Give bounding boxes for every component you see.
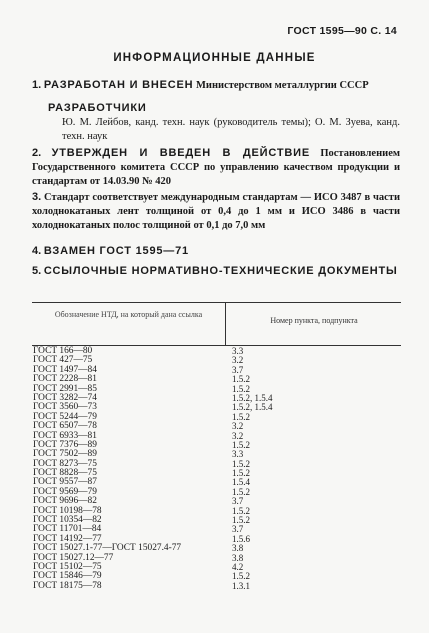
document-cell: ГОСТ 10198—78 <box>33 505 102 516</box>
item-1-text: Министерством металлургии СССР <box>196 80 369 91</box>
clause-cell: 3.8 <box>232 552 244 563</box>
document-cell: ГОСТ 7502—89 <box>33 449 97 460</box>
clause-cell: 1.5.2 <box>232 571 250 582</box>
document-cell: ГОСТ 15027.1-77—ГОСТ 15027.4-77 <box>33 543 182 554</box>
page-header: ГОСТ 1595—90 С. 14 <box>287 25 397 37</box>
item-1-number: 1. <box>32 79 42 91</box>
section-title: ИНФОРМАЦИОННЫЕ ДАННЫЕ <box>113 52 316 64</box>
clause-cell: 3.8 <box>232 543 244 554</box>
document-cell: ГОСТ 8273—75 <box>33 458 97 469</box>
document-cell: ГОСТ 6933—81 <box>33 430 97 441</box>
document-cell: ГОСТ 166—80 <box>33 346 93 356</box>
item-2 <box>32 146 400 189</box>
clause-cell: 1.5.2 <box>232 458 250 469</box>
clause-cell: 3.2 <box>232 430 244 441</box>
item-3-number: 3. <box>32 191 42 203</box>
clause-cell: 1.3.1 <box>232 580 250 591</box>
clause-cell: 1.5.6 <box>232 533 250 544</box>
clause-cell: 1.5.2 <box>232 383 250 394</box>
clause-cell: 3.2 <box>232 421 244 432</box>
authors-text: Ю. М. Лейбов, канд. техн. наук (руководитель темы); О. М. Зуева, канд. техн. наук <box>62 117 400 142</box>
clause-cell: 1.5.2 <box>232 505 250 516</box>
clause-cell: 1.5.2 <box>232 515 250 526</box>
column-header-document: Обозначение НТД, на который дана ссылка <box>54 310 203 319</box>
document-cell: ГОСТ 7376—89 <box>33 439 97 450</box>
item-2-number: 2. <box>32 147 42 159</box>
document-cell: ГОСТ 10354—82 <box>33 515 102 526</box>
item-1 <box>32 78 400 93</box>
references-table <box>32 302 401 591</box>
document-cell: ГОСТ 427—75 <box>33 355 93 366</box>
document-cell: ГОСТ 15102—75 <box>33 561 102 572</box>
item-5-number: 5. <box>32 265 42 277</box>
developers-label: РАЗРАБОТЧИКИ <box>48 102 147 114</box>
document-cell: ГОСТ 9696—82 <box>33 496 97 507</box>
document-cell: ГОСТ 3560—73 <box>33 402 97 413</box>
table-body <box>32 347 401 591</box>
clause-cell: 1.5.2 <box>232 374 250 385</box>
document-cell: ГОСТ 5244—79 <box>33 411 97 422</box>
item-5-text: ССЫЛОЧНЫЕ НОРМАТИВНО-ТЕХНИЧЕСКИЕ ДОКУМЕНТЫ <box>43 265 398 277</box>
document-cell: ГОСТ 6507—78 <box>33 421 97 432</box>
clause-cell: 1.5.4 <box>232 477 250 488</box>
item-4-text: ВЗАМЕН ГОСТ 1595—71 <box>43 245 189 257</box>
clause-cell: 3.2 <box>232 355 244 366</box>
table-header <box>32 302 401 346</box>
item-1-heading: РАЗРАБОТАН И ВНЕСЕН <box>43 79 194 91</box>
clause-cell: 1.5.2, 1.5.4 <box>232 402 273 413</box>
document-cell: ГОСТ 9569—79 <box>33 486 97 497</box>
document-cell: ГОСТ 2228—81 <box>33 374 97 385</box>
clause-cell: 3.7 <box>232 524 244 535</box>
clause-cell: 1.5.2, 1.5.4 <box>232 392 273 403</box>
column-header-clause: Номер пункта, подпункта <box>270 316 358 325</box>
clause-cell: 1.5.2 <box>232 486 250 497</box>
developers-heading <box>48 101 400 116</box>
document-cell: ГОСТ 2991—85 <box>33 383 97 394</box>
document-cell: ГОСТ 14192—77 <box>33 533 102 544</box>
column-divider <box>225 303 226 345</box>
clause-cell: 1.5.2 <box>232 411 250 422</box>
clause-cell: 3.7 <box>232 364 244 375</box>
item-3 <box>32 190 400 233</box>
table-row <box>32 582 401 591</box>
clause-cell: 1.5.2 <box>232 439 250 450</box>
clause-cell: 1.5.2 <box>232 468 250 479</box>
document-cell: ГОСТ 9557—87 <box>33 477 97 488</box>
item-3-text: Стандарт соответствует международным стандартам — ИСО 3487 в части холоднокатаных лент толщиной от 0,4 до 1 мм и ИСО 3486 в части холоднокатаных полос толщиной от 0,1 до 7,0 мм <box>32 192 400 231</box>
document-cell: ГОСТ 15846—79 <box>33 571 102 582</box>
clause-cell: 4.2 <box>232 561 244 572</box>
item-4-number: 4. <box>32 245 42 257</box>
item-4 <box>32 244 400 259</box>
document-cell: ГОСТ 15027.12—77 <box>33 552 114 563</box>
document-cell: ГОСТ 1497—84 <box>33 364 97 375</box>
clause-cell: 3.3 <box>232 346 244 356</box>
item-5 <box>32 264 400 279</box>
document-cell: ГОСТ 3282—74 <box>33 392 97 403</box>
item-2-heading: УТВЕРЖДЕН И ВВЕДЕН В ДЕЙСТВИЕ <box>51 147 310 159</box>
document-cell: ГОСТ 11701—84 <box>33 524 102 535</box>
clause-cell: 3.7 <box>232 496 244 507</box>
document-cell: ГОСТ 8828—75 <box>33 468 97 479</box>
document-cell: ГОСТ 18175—78 <box>33 580 102 591</box>
clause-cell: 3.3 <box>232 449 244 460</box>
item-2-text: Постановлением Государственного комитета СССР по управлению качеством продукции и стандартам от 14.03.90 № 420 <box>32 148 401 187</box>
